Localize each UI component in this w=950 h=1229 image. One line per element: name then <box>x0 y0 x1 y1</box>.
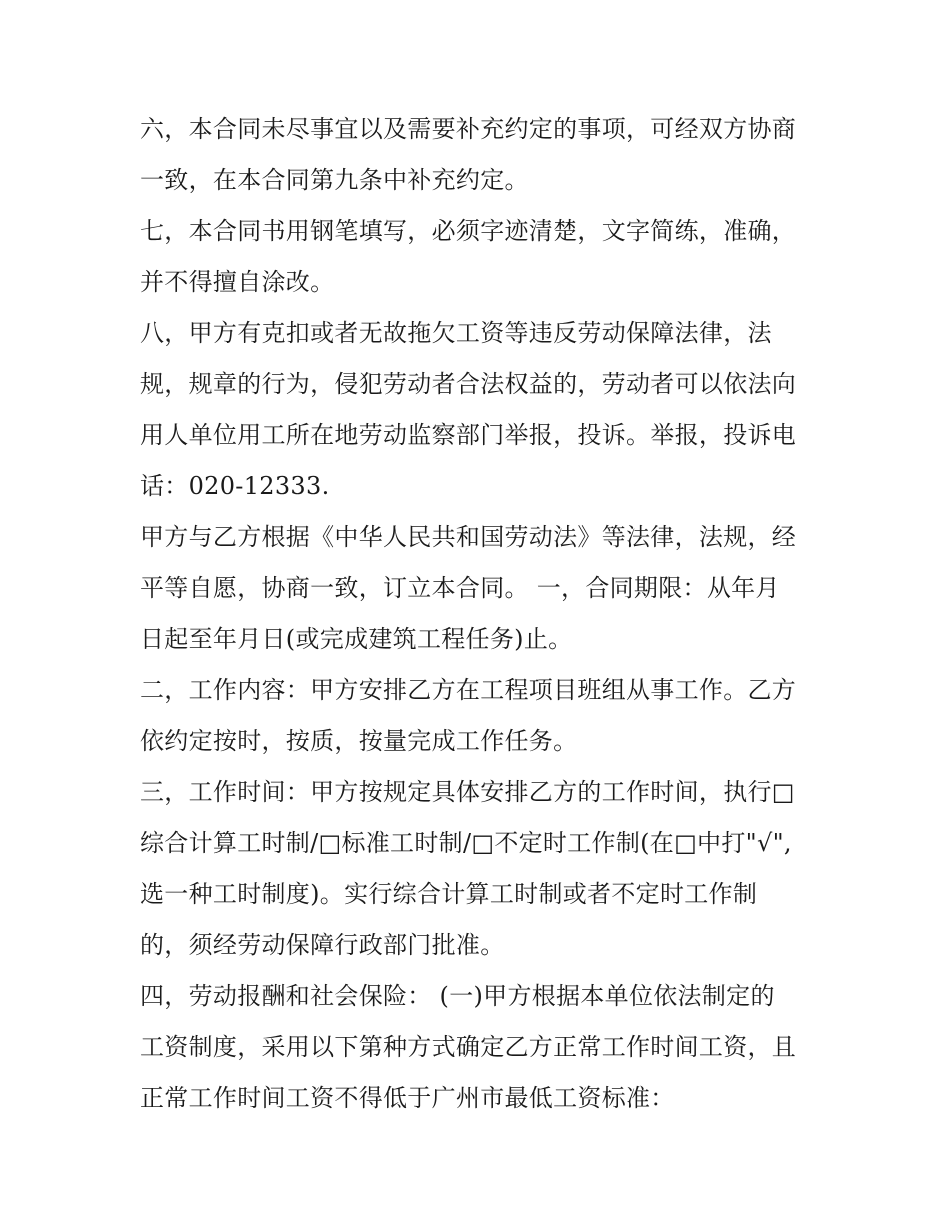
text-line: 四，劳动报酬和社会保险： (一)甲方根据本单位依法制定的 <box>140 982 775 1010</box>
text-line: 的，须经劳动保障行政部门批准。 <box>140 931 505 959</box>
text-line: 甲方与乙方根据《中华人民共和国劳动法》等法律，法规，经 <box>140 523 797 551</box>
text-line: 正常工作时间工资不得低于广州市最低工资标准： <box>140 1084 675 1112</box>
text-line: 依约定按时，按质，按量完成工作任务。 <box>140 727 578 755</box>
text-line: 并不得擅自涂改。 <box>140 268 335 296</box>
text-line: 八，甲方有克扣或者无故拖欠工资等违反劳动保障法律，法 <box>140 319 772 347</box>
text-line: 综合计算工时制/□标准工时制/□不定时工作制(在□中打"√", <box>140 829 792 857</box>
text-line: 话：020-12333. <box>140 472 330 500</box>
text-line: 规，规章的行为，侵犯劳动者合法权益的，劳动者可以依法向 <box>140 370 797 398</box>
text-line: 三，工作时间：甲方按规定具体安排乙方的工作时间，执行□ <box>140 778 795 806</box>
text-line: 七，本合同书用钢笔填写，必须字迹清楚，文字简练，准确， <box>140 217 797 245</box>
text-line: 二，工作内容：甲方安排乙方在工程项目班组从事工作。乙方 <box>140 676 797 704</box>
contract-text <box>140 104 820 1124</box>
text-line: 一致，在本合同第九条中补充约定。 <box>140 166 529 194</box>
text-line: 用人单位用工所在地劳动监察部门举报，投诉。举报，投诉电 <box>140 421 797 449</box>
text-line: 日起至年月日(或完成建筑工程任务)止。 <box>140 625 573 653</box>
text-line: 工资制度，采用以下第种方式确定乙方正常工作时间工资，且 <box>140 1033 797 1061</box>
text-line: 平等自愿，协商一致，订立本合同。 一，合同期限：从年月 <box>140 574 780 602</box>
text-line: 六，本合同未尽事宜以及需要补充约定的事项，可经双方协商 <box>140 115 797 143</box>
text-line: 选一种工时制度)。实行综合计算工时制或者不定时工作制 <box>140 880 758 908</box>
